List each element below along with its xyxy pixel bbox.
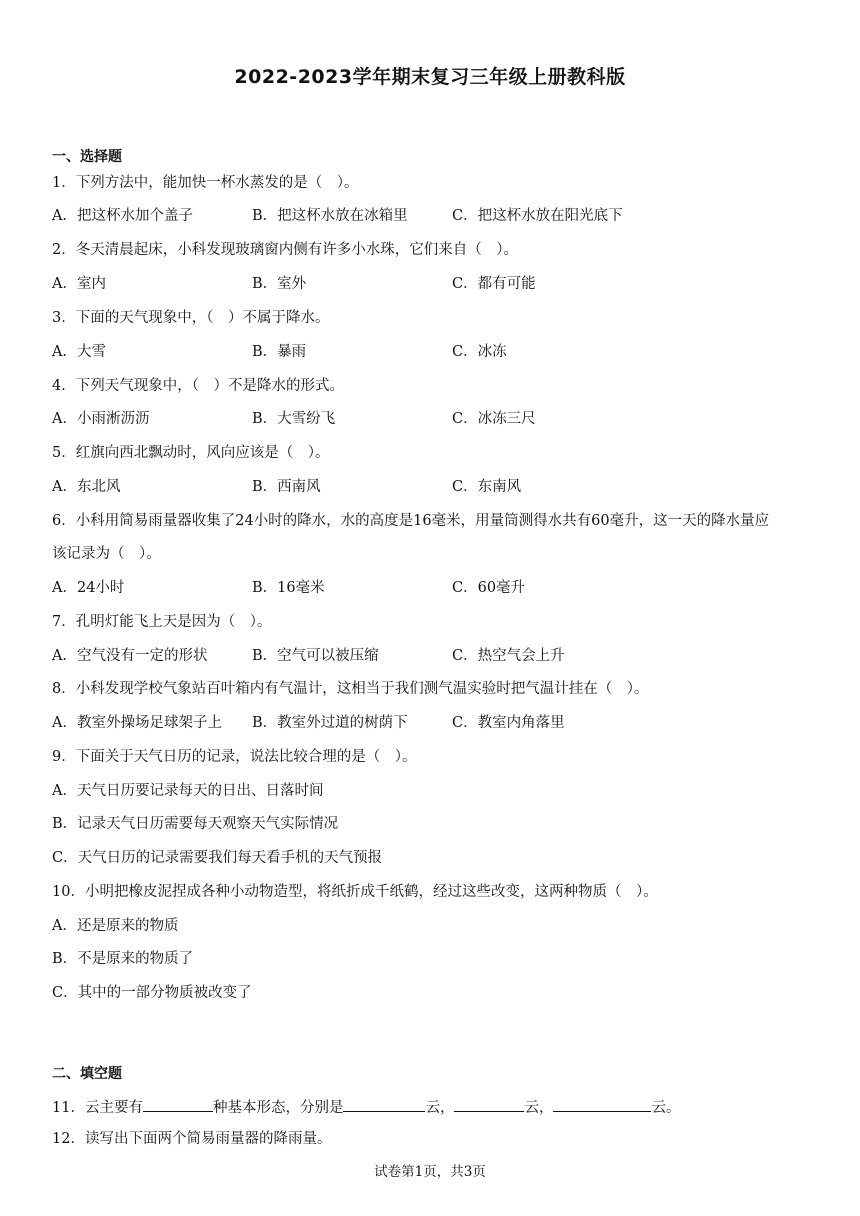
option-c: C．60毫升 — [452, 580, 526, 596]
question-2-options — [52, 274, 812, 294]
question-5-stem: 5．红旗向西北飘动时，风向应该是（ ）。 — [52, 445, 330, 461]
question-7-stem: 7．孔明灯能飞上天是因为（ ）。 — [52, 614, 272, 630]
option-a: A．把这杯水加个盖子 — [52, 208, 193, 224]
option-c: C．都有可能 — [452, 276, 536, 292]
question-6-options — [52, 578, 812, 598]
option-a: A．教室外操场足球架子上 — [52, 715, 222, 731]
question-1-stem: 1．下列方法中，能加快一杯水蒸发的是（ ）。 — [52, 175, 359, 191]
option-b: B．大雪纷飞 — [252, 411, 336, 427]
question-9-stem: 9．下面关于天气日历的记录，说法比较合理的是（ ）。 — [52, 749, 417, 765]
question-1-options — [52, 206, 812, 226]
answer-blank-1[interactable] — [143, 1096, 213, 1112]
question-12-stem: 12．读写出下面两个简易雨量器的降雨量。 — [52, 1131, 332, 1147]
question-9-option-c: C．天气日历的记录需要我们每天看手机的天气预报 — [52, 850, 383, 866]
question-11-text-3: 云， — [425, 1100, 455, 1116]
question-11-text-5: 云。 — [651, 1100, 681, 1116]
question-8-stem: 8．小科发现学校气象站百叶箱内有气温计，这相当于我们测气温实验时把气温计挂在（ ）。 — [52, 681, 649, 697]
page-title: 2022-2023学年期末复习三年级上册教科版 — [234, 66, 626, 88]
section-heading-fill-in: 二、填空题 — [52, 1066, 122, 1082]
option-a: A．大雪 — [52, 344, 106, 360]
option-a: A．室内 — [52, 276, 106, 292]
question-3-stem: 3．下面的天气现象中，（ ）不属于降水。 — [52, 310, 330, 326]
question-8-options — [52, 713, 812, 733]
option-a: A．24小时 — [52, 580, 125, 596]
option-a: A．小雨淅沥沥 — [52, 411, 150, 427]
option-c: C．把这杯水放在阳光底下 — [452, 208, 623, 224]
answer-blank-2[interactable] — [343, 1096, 425, 1112]
question-9-option-a: A．天气日历要记录每天的日出、日落时间 — [52, 783, 324, 799]
option-b: B．西南风 — [252, 479, 321, 495]
question-11-text-2: 种基本形态，分别是 — [212, 1100, 344, 1116]
question-10-option-a: A．还是原来的物质 — [52, 918, 179, 934]
option-a: A．东北风 — [52, 479, 121, 495]
option-c: C．冰冻三尺 — [452, 411, 536, 427]
question-4-stem: 4．下列天气现象中，（ ）不是降水的形式。 — [52, 378, 344, 394]
question-7-options — [52, 646, 812, 666]
question-11 — [52, 1096, 680, 1118]
answer-blank-3[interactable] — [454, 1096, 524, 1112]
option-b: B．把这杯水放在冰箱里 — [252, 208, 408, 224]
answer-blank-4[interactable] — [553, 1096, 651, 1112]
option-b: B．暴雨 — [252, 344, 307, 360]
question-11-text-1: 11．云主要有 — [52, 1100, 143, 1116]
question-4-options — [52, 409, 812, 429]
option-b: B．空气可以被压缩 — [252, 648, 379, 664]
question-10-stem: 10．小明把橡皮泥捏成各种小动物造型，将纸折成千纸鹤，经过这些改变，这两种物质（ ）。 — [52, 884, 658, 900]
option-b: B．16毫米 — [252, 580, 325, 596]
page-footer: 试卷第1页，共3页 — [374, 1164, 486, 1180]
section-heading-choice: 一、选择题 — [52, 149, 122, 165]
question-5-options — [52, 477, 812, 497]
option-c: C．热空气会上升 — [452, 648, 565, 664]
question-6-stem-line-2: 该记录为（ ）。 — [52, 546, 161, 562]
option-a: A．空气没有一定的形状 — [52, 648, 208, 664]
option-c: C．东南风 — [452, 479, 522, 495]
option-c: C．冰冻 — [452, 344, 507, 360]
option-b: B．教室外过道的树荫下 — [252, 715, 408, 731]
question-10-option-b: B．不是原来的物质了 — [52, 951, 194, 967]
question-9-option-b: B．记录天气日历需要每天观察天气实际情况 — [52, 816, 339, 832]
question-6-stem-line-1: 6．小科用简易雨量器收集了24小时的降水，水的高度是16毫米，用量筒测得水共有60毫升，这一天的降水量应 — [52, 513, 770, 529]
question-10-option-c: C．其中的一部分物质被改变了 — [52, 985, 252, 1001]
option-b: B．室外 — [252, 276, 307, 292]
question-11-text-4: 云， — [524, 1100, 554, 1116]
option-c: C．教室内角落里 — [452, 715, 565, 731]
question-2-stem: 2．冬天清晨起床，小科发现玻璃窗内侧有许多小水珠，它们来自（ ）。 — [52, 242, 518, 258]
question-3-options — [52, 342, 812, 362]
